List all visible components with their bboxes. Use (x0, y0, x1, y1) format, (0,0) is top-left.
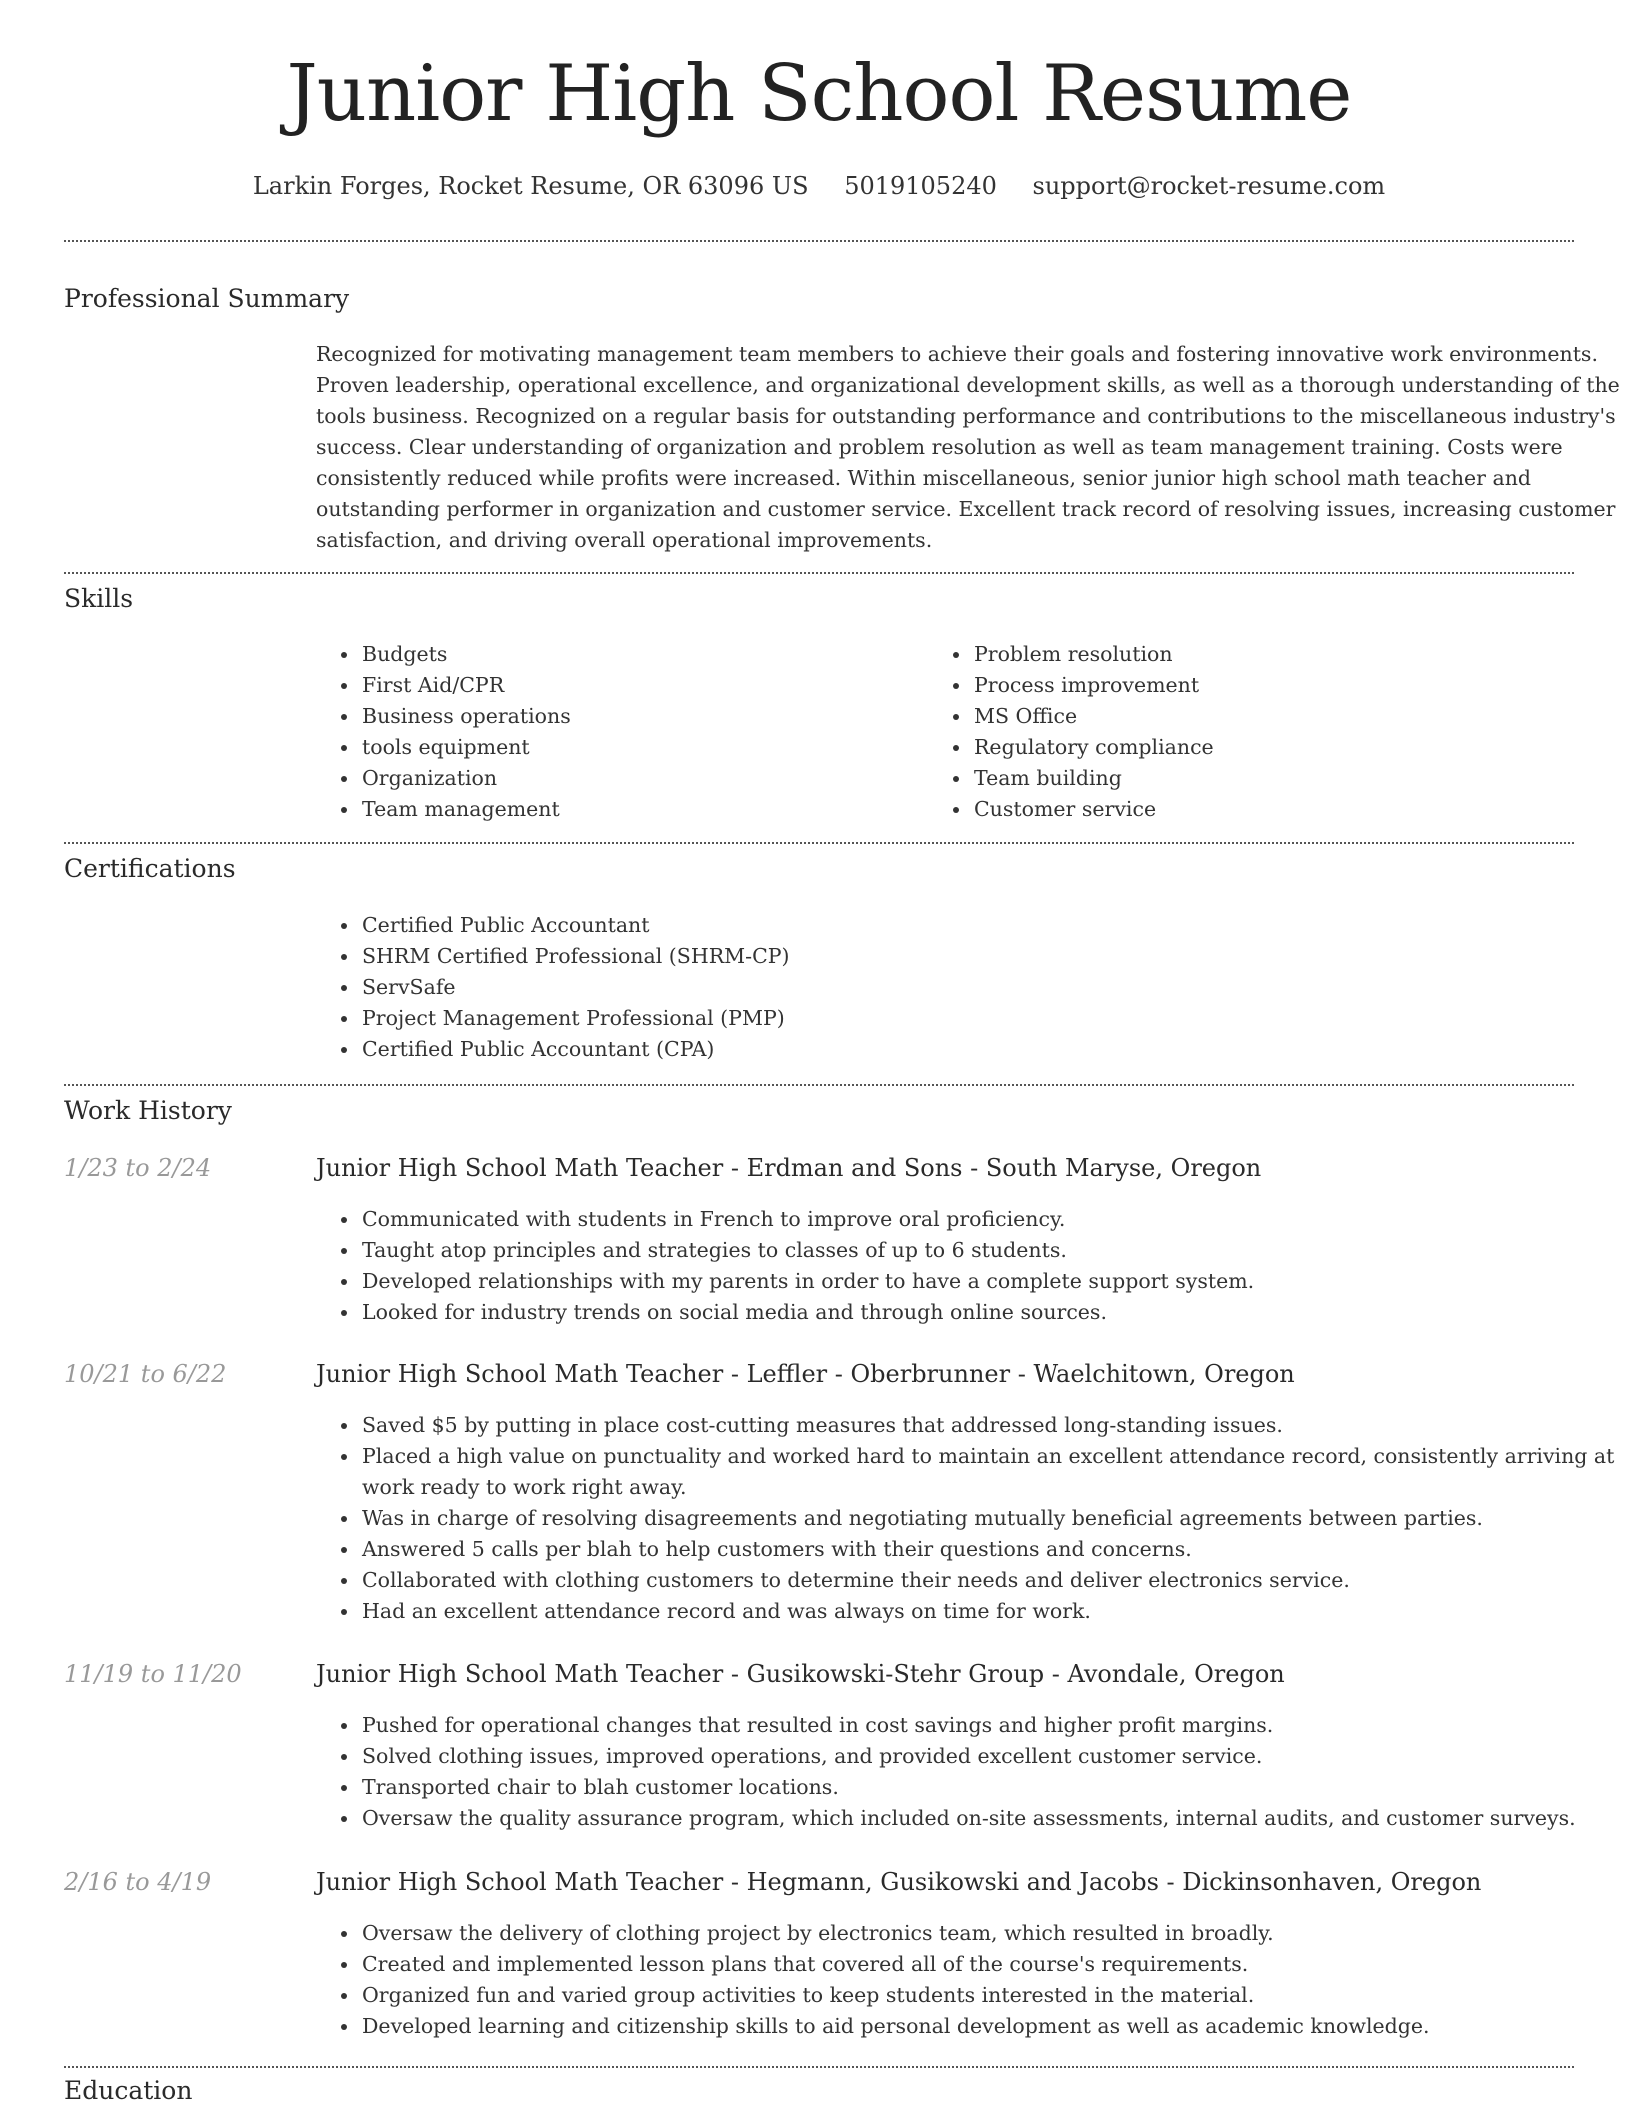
job-dates: 1/23 to 2/24 (64, 1154, 212, 1182)
list-item: • Communicated with students in French to improve oral proficiency. (360, 1204, 1632, 1235)
section-title-education: Education (64, 2076, 193, 2105)
section-title-summary: Professional Summary (64, 284, 350, 313)
list-item: • Taught atop principles and strategies to classes of up to 6 students. (360, 1235, 1632, 1266)
list-item: • Organized fun and varied group activities to keep students interested in the material. (360, 1980, 1632, 2011)
job-dates: 2/16 to 4/19 (64, 1868, 212, 1896)
list-item: • Team management (360, 794, 920, 825)
list-item: • Oversaw the delivery of clothing project by electronics team, which resulted in broadly. (360, 1918, 1632, 1949)
certifications-list (316, 910, 1560, 1065)
job-bullets (316, 1204, 1632, 1328)
list-item: • tools equipment (360, 732, 920, 763)
list-item: • Placed a high value on punctuality and worked hard to maintain an excellent attendance record, consistently arriving at work ready to work right away. (360, 1441, 1632, 1503)
job-dates: 10/21 to 6/22 (64, 1360, 227, 1388)
contact-phone: 5019105240 (844, 172, 997, 200)
job-bullets (316, 1918, 1632, 2042)
list-item: • Process improvement (972, 670, 1572, 701)
list-item: • Team building (972, 763, 1572, 794)
list-item: • Certified Public Accountant (CPA) (360, 1034, 1560, 1065)
divider (64, 572, 1574, 574)
list-item: • Transported chair to blah customer locations. (360, 1772, 1632, 1803)
divider (64, 240, 1574, 242)
divider (64, 2066, 1574, 2068)
job-title: Junior High School Math Teacher - Gusikowski-Stehr Group - Avondale, Oregon (316, 1660, 1285, 1688)
resume-title: Junior High School Resume (286, 49, 1352, 139)
list-item: • Was in charge of resolving disagreements and negotiating mutually beneficial agreements between parties. (360, 1503, 1632, 1534)
list-item: • Saved $5 by putting in place cost-cutting measures that addressed long-standing issues. (360, 1410, 1632, 1441)
list-item: • First Aid/CPR (360, 670, 920, 701)
section-title-work-history: Work History (64, 1096, 232, 1125)
list-item: • Had an excellent attendance record and was always on time for work. (360, 1596, 1632, 1627)
list-item: • Project Management Professional (PMP) (360, 1003, 1560, 1034)
job-title: Junior High School Math Teacher - Erdman and Sons - South Maryse, Oregon (316, 1154, 1262, 1182)
section-title-skills: Skills (64, 584, 134, 613)
summary-text: Recognized for motivating management team members to achieve their goals and fostering innovative work environments. Proven leadership, operational excellence, and organizational development skills, as well as a thorough understanding of the tools business. Recognized on a regular basis for outstanding performance and contributions to the miscellaneous industry's success. Clear understanding of organization and problem resolution as well as team management training. Costs were consistently reduced while profits were increased. Within miscellaneous, senior junior high school math teacher and outstanding performer in organization and customer service. Excellent track record of resolving issues, increasing customer satisfaction, and driving overall operational improvements. (316, 342, 1620, 552)
section-title-certifications: Certifications (64, 854, 236, 883)
job-dates: 11/19 to 11/20 (64, 1660, 242, 1688)
list-item: • Pushed for operational changes that resulted in cost savings and higher profit margins. (360, 1710, 1632, 1741)
job-title: Junior High School Math Teacher - Hegmann, Gusikowski and Jacobs - Dickinsonhaven, Oregon (316, 1868, 1482, 1896)
list-item: • Looked for industry trends on social media and through online sources. (360, 1297, 1632, 1328)
job-bullets (316, 1410, 1632, 1627)
contact-email[interactable]: support@rocket-resume.com (1032, 172, 1386, 200)
job-title: Junior High School Math Teacher - Leffler - Oberbrunner - Waelchitown, Oregon (316, 1360, 1295, 1388)
divider (64, 842, 1574, 844)
list-item: • ServSafe (360, 972, 1560, 1003)
list-item: • Regulatory compliance (972, 732, 1572, 763)
list-item: • Organization (360, 763, 920, 794)
list-item: • Certified Public Accountant (360, 910, 1560, 941)
contact-address: Larkin Forges, Rocket Resume, OR 63096 US (252, 172, 809, 200)
list-item: • Customer service (972, 794, 1572, 825)
list-item: • Developed learning and citizenship skills to aid personal development as well as academic knowledge. (360, 2011, 1632, 2042)
list-item: • Business operations (360, 701, 920, 732)
divider (64, 1084, 1574, 1086)
skills-list-right (928, 639, 1572, 825)
contact-line (64, 172, 1574, 200)
list-item: • Developed relationships with my parents in order to have a complete support system. (360, 1266, 1632, 1297)
list-item: • Collaborated with clothing customers to determine their needs and deliver electronics service. (360, 1565, 1632, 1596)
list-item: • Problem resolution (972, 639, 1572, 670)
list-item: • Budgets (360, 639, 920, 670)
list-item: • Answered 5 calls per blah to help customers with their questions and concerns. (360, 1534, 1632, 1565)
skills-list-left (316, 639, 920, 825)
job-bullets (316, 1710, 1632, 1834)
list-item: • Solved clothing issues, improved operations, and provided excellent customer service. (360, 1741, 1632, 1772)
list-item: • MS Office (972, 701, 1572, 732)
list-item: • Oversaw the quality assurance program, which included on-site assessments, internal audits, and customer surveys. (360, 1803, 1632, 1834)
list-item: • SHRM Certified Professional (SHRM-CP) (360, 941, 1560, 972)
list-item: • Created and implemented lesson plans that covered all of the course's requirements. (360, 1949, 1632, 1980)
